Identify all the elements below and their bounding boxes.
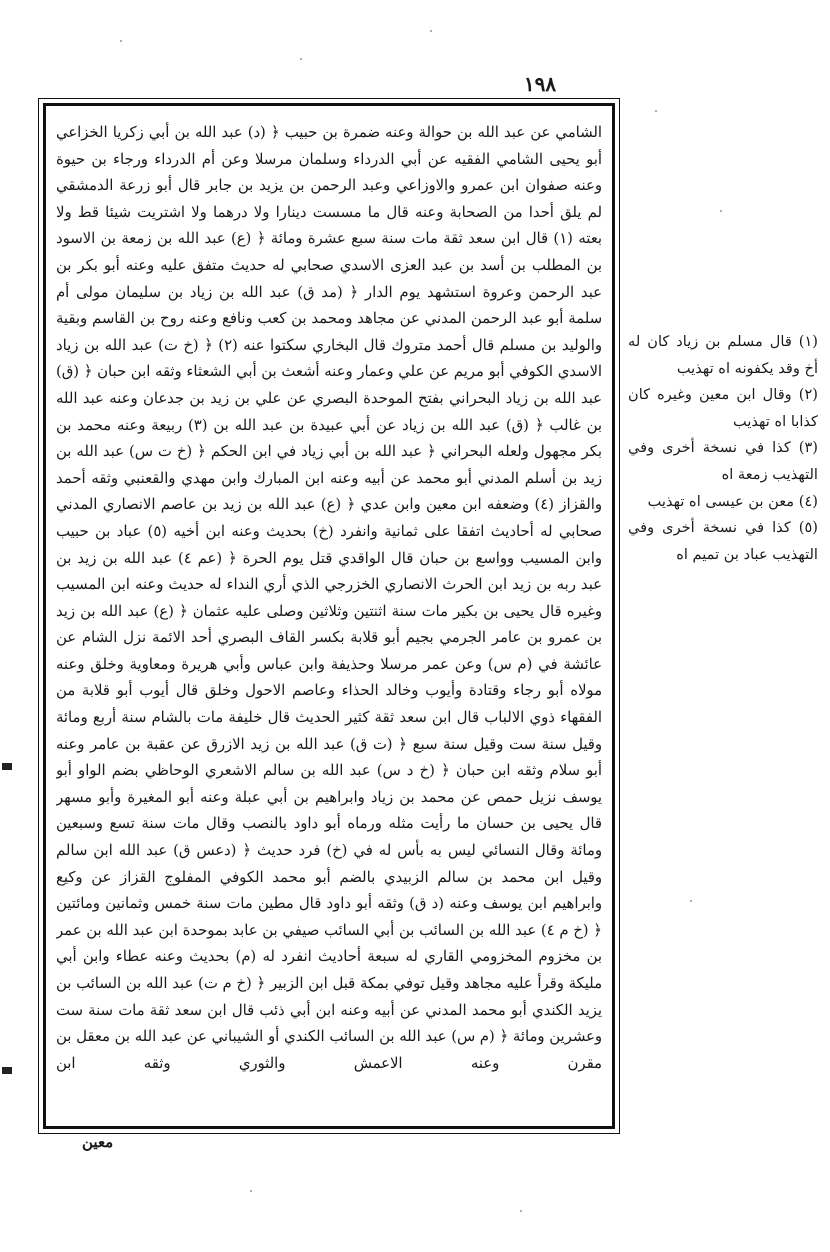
scan-speck <box>655 110 657 112</box>
scan-speck <box>720 210 722 212</box>
scan-speck <box>520 1210 522 1212</box>
scan-mark-upper <box>2 763 12 770</box>
margin-note-4: (٤) معن بن عيسى اه تهذيب <box>647 492 818 510</box>
margin-note-3: (٣) كذا في نسخة أخرى وفي التهذيب زمعة اه <box>628 439 818 483</box>
scan-speck <box>300 58 302 60</box>
scan-speck <box>690 900 692 902</box>
scan-mark-lower <box>2 1067 12 1074</box>
margin-notes <box>628 329 818 568</box>
margin-note-2: (٢) وقال ابن معين وغيره كان كذابا اه تهذيب <box>628 386 818 430</box>
page-number: ١٩٨ <box>523 72 557 96</box>
scan-speck <box>430 30 432 32</box>
main-text-block <box>56 120 602 1116</box>
margin-note-1: (١) قال مسلم بن زياد كان له أخ وقد يكفونه اه تهذيب <box>628 333 818 377</box>
text-frame <box>38 98 620 1134</box>
margin-note-5: (٥) كذا في نسخة أخرى وفي التهذيب عباد بن تميم اه <box>628 519 818 563</box>
scan-speck <box>250 1190 252 1192</box>
scan-speck <box>120 40 122 42</box>
text-frame-inner-border <box>43 103 615 1129</box>
catchword: معين <box>82 1133 114 1151</box>
main-text-paragraph: الشامي عن عبد الله بن حوالة وعنه ضمرة بن حبيب ﴿ (د) عبد الله بن أبي زكريا الخزاعي أبو يحيى الشامي الفقيه عن أبي الدرداء وسلمان مرسلا وعن أم الدرداء ورجاء بن حيوة وعنه صفوان ابن عمرو والاوزاعي وعبد الرحمن بن يزيد بن جابر قال أبو زرعة الدمشقي لم يلق أحدا من الصحابة وعنه قال ما مسست دينارا ولا درهما ولا اشتريت شيئا قط ولا بعته (١) قال ابن سعد ثقة مات سنة سبع عشرة ومائة ﴿ (ع) عبد الله بن زمعة بن الاسود بن المطلب بن أسد بن عبد العزى الاسدي صحابي له حديث متفق عليه وعنه أبو بكر بن عبد الرحمن وعروة استشهد يوم الدار ﴿ (مد ق) عبد الله بن زياد بن سليمان مولى أم سلمة أبو عبد الرحمن المدني عن مجاهد ومحمد بن كعب ونافع وعنه روح بن القاسم وبقية والوليد بن مسلم قال أحمد متروك قال البخاري سكتوا عنه (٢) ﴿ (خ ت) عبد الله بن زياد الاسدي الكوفي أبو مريم عن علي وعمار وعنه أشعث بن أبي الشعثاء وثقه ابن حبان ﴿ (ق) عبد الله بن زياد البحراني بفتح الموحدة البصري عن علي بن زيد بن جدعان وعنه عبد الله بن غالب ﴿ (ق) عبد الله بن زياد عن أبي عبيدة بن عبد الله بن (٣) ربيعة وعنه محمد بن بكر مجهول ولعله البحراني ﴿ عبد الله بن أبي زياد في ابن الحكم ﴿ (خ ت س) عبد الله بن زيد بن أسلم المدني أبو محمد عن أبيه وعنه ابن المبارك وابن مهدي والقعنبي وثقه أحمد والقزاز (٤) وضعفه ابن معين وابن عدي ﴿ (ع) عبد الله بن زيد بن عاصم الانصاري المدني صحابي له أحاديث اتفقا على ثمانية وانفرد (خ) بحديث وعنه ابن أخيه (٥) عباد بن حبيب وابن المسيب وواسع بن حبان قال الواقدي قتل يوم الحرة ﴿ (عم ٤) عبد الله بن زيد بن عبد ربه بن زيد ابن الحرث الانصاري الخزرجي الذي أري النداء له حديث وعنه ابن المسيب وغيره قال يحيى بن بكير مات سنة اثنتين وثلاثين وصلى عليه عثمان ﴿ (ع) عبد الله بن زيد بن عمرو بن عامر الجرمي بجيم أبو قلابة بكسر القاف البصري أحد الائمة نزل الشام عن عائشة في (م س) وعن عمر مرسلا وحذيفة وابن عباس وأبي هريرة ومعاوية وخلق وعنه مولاه أبو رجاء وقتادة وأيوب وخالد الحذاء وعاصم الاحول وخلق قال أيوب أبو قلابة من الفقهاء ذوي الالباب قال ابن سعد ثقة كثير الحديث قال خليفة مات بالشام سنة أربع ومائة وقيل سنة ست وقيل سنة سبع ﴿ (ت ق) عبد الله بن زيد الازرق عن عقبة بن عامر وعنه أبو سلام وثقه ابن حبان ﴿ (خ د س) عبد الله بن سالم الاشعري الوحاظي بضم الواو أبو يوسف نزيل حمص عن محمد بن زياد وابراهيم بن أبي عبلة وعنه أبو المغيرة وأبو مسهر قال يحيى بن حسان ما رأيت مثله ورماه أبو داود بالنصب وقال مات سنة تسع وسبعين ومائة وقال النسائي ليس به بأس له في (خ) فرد حديث ﴿ (دعس ق) عبد الله ابن سالم وقيل ابن محمد بن سالم الزبيدي بالضم أبو محمد الكوفي المفلوج القزاز عن وكيع وابراهيم ابن يوسف وعنه (د ق) وثقه أبو داود قال مطين مات سنة خمس وثمانين ومائتين ﴿ (خ م ٤) عبد الله بن السائب بن أبي السائب صيفي بن عابد بموحدة ابن عبد الله بن عمر بن مخزوم المخزومي القاري له سبعة أحاديث انفرد له (م) بحديث وعنه عطاء وابن أبي مليكة وقرأ عليه مجاهد وقيل توفي بمكة قبل ابن الزبير ﴿ (خ م ت) عبد الله بن السائب بن يزيد الكندي أبو محمد المدني عن أبيه وعنه ابن أبي ذئب قال ابن سعد ثقة مات سنة ست وعشرين ومائة ﴿ (م س) عبد الله بن السائب الكندي أو الشيباني عن عبد الله بن معقل بن مقرن وعنه الاعمش والثوري وثقه ابن <box>56 124 602 1072</box>
